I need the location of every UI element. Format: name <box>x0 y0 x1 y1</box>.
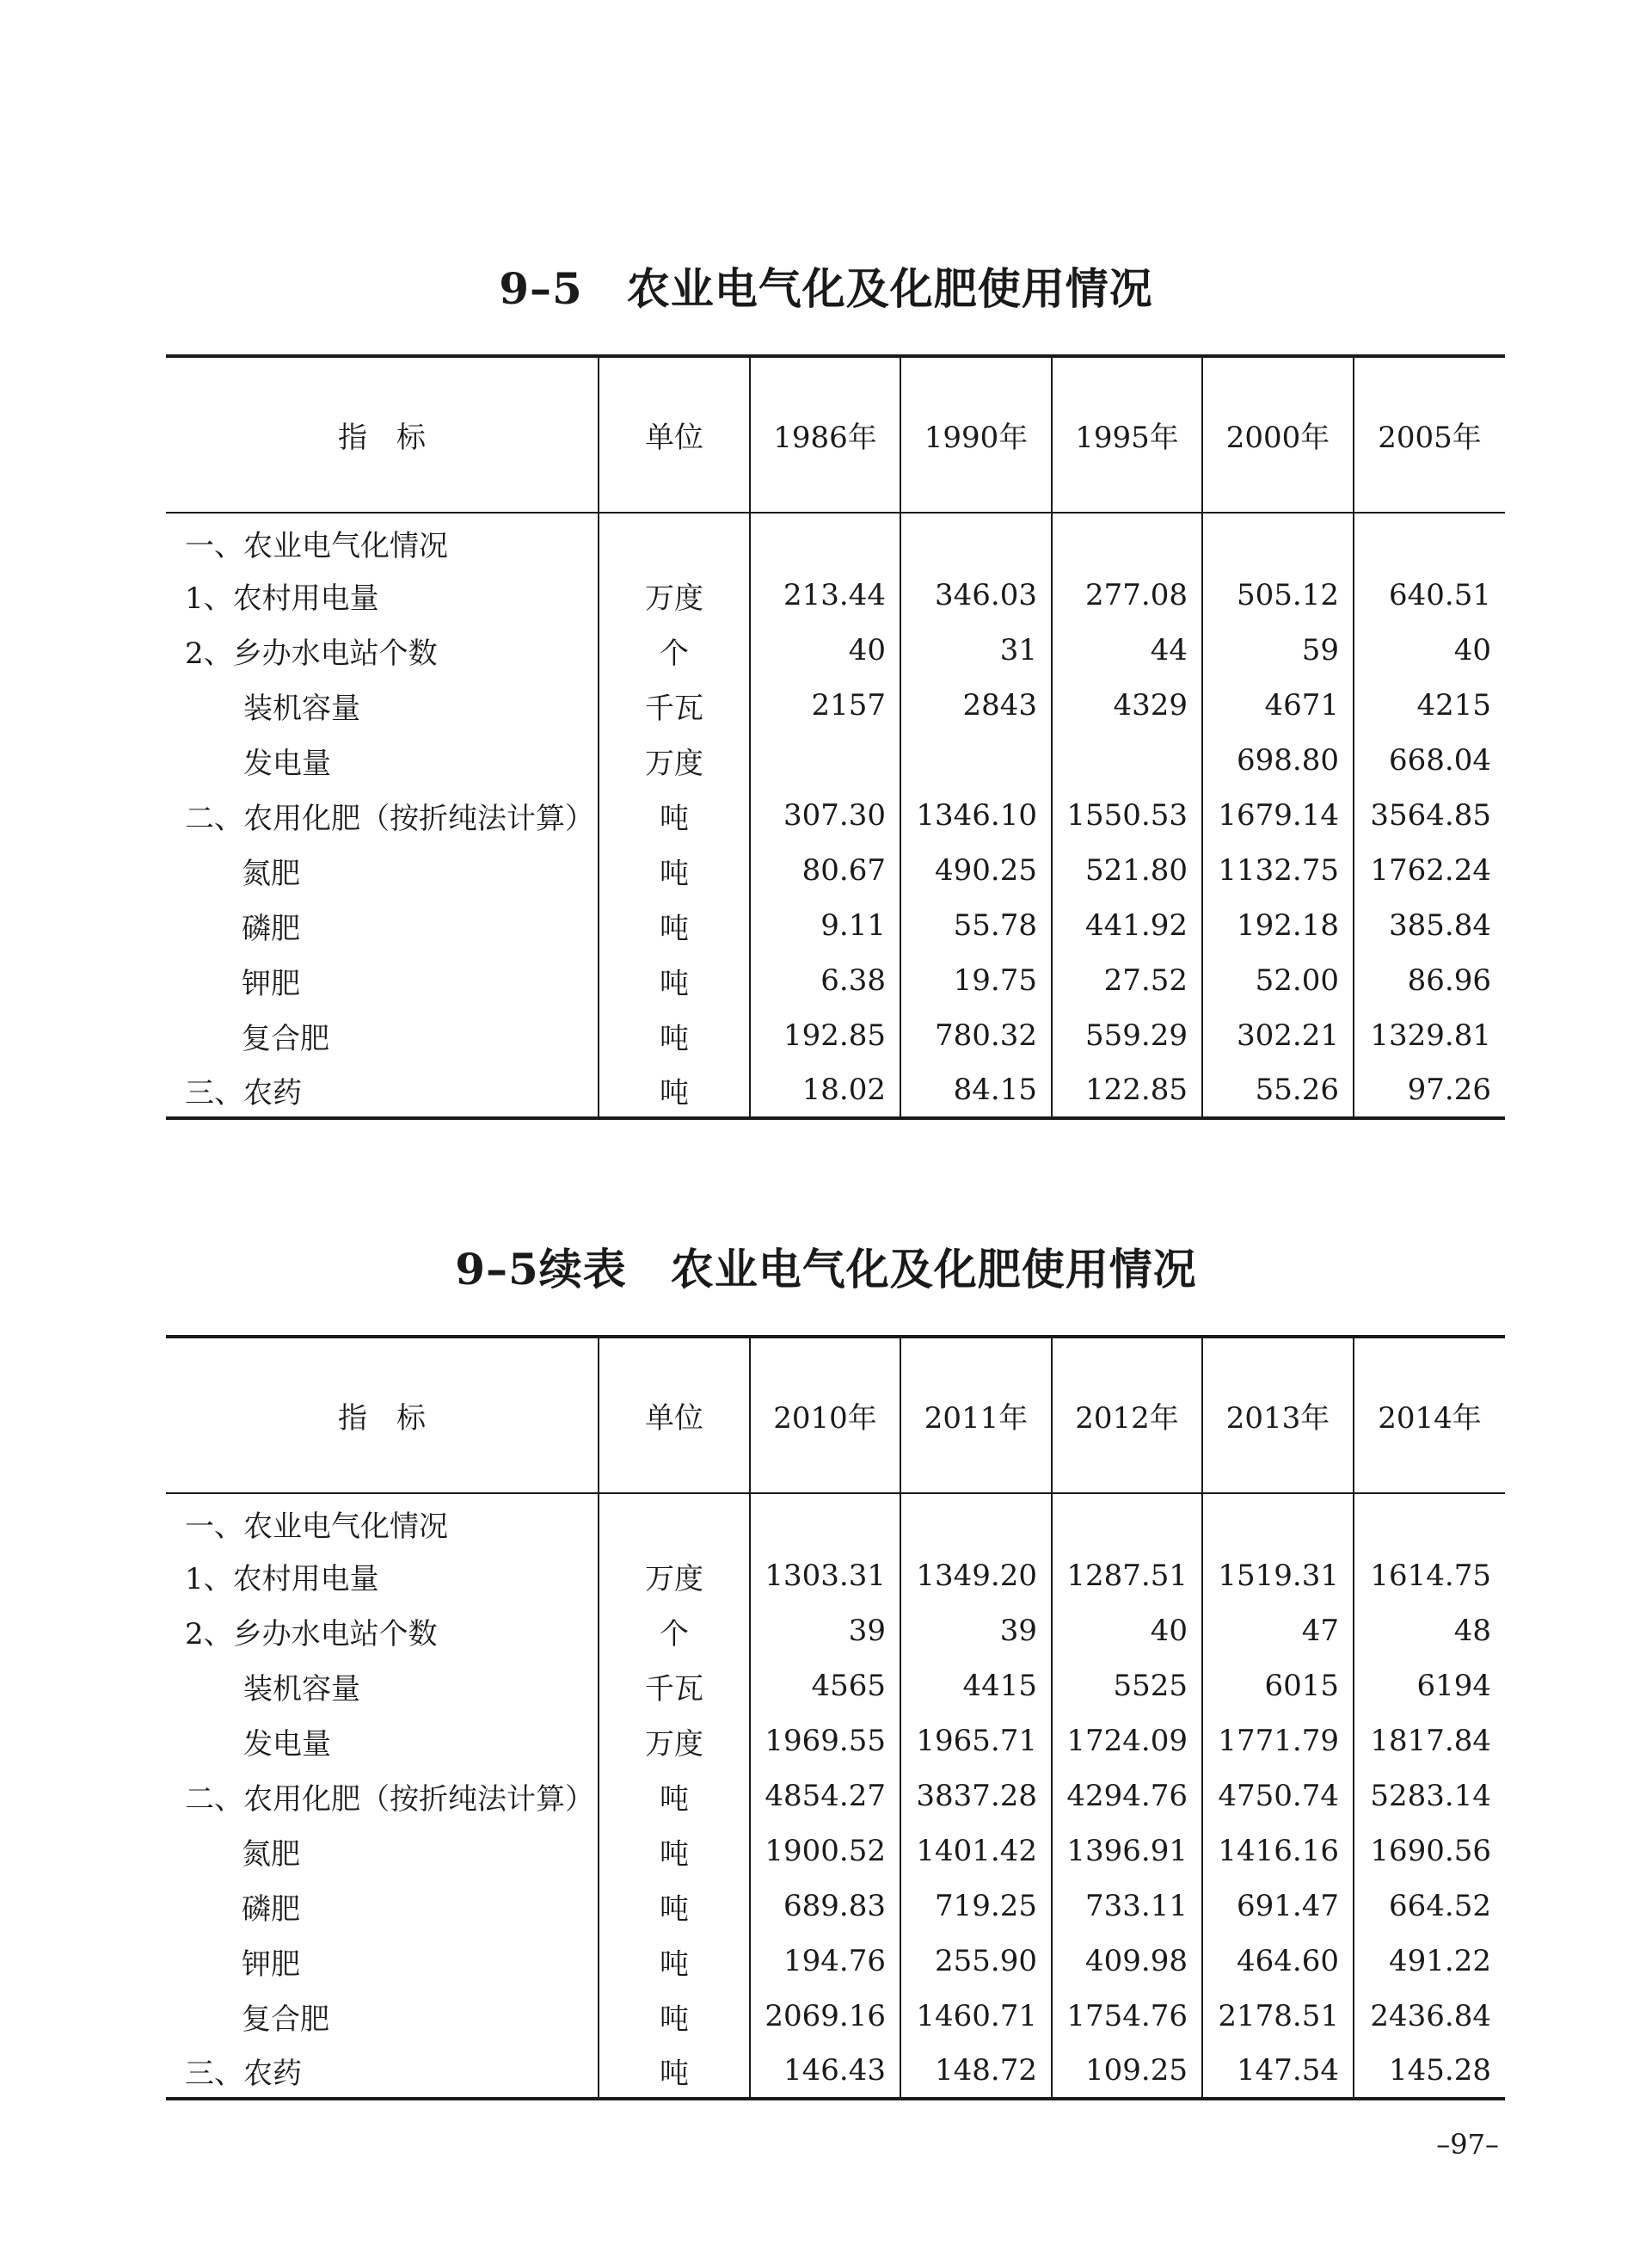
row-value: 505.12 <box>1202 568 1354 623</box>
row-unit: 吨 <box>599 1008 750 1063</box>
table2 <box>166 1335 1505 2100</box>
row-unit: 吨 <box>599 1063 750 1118</box>
row-value: 39 <box>900 1603 1052 1658</box>
row-unit: 吨 <box>599 2044 750 2099</box>
table-row <box>166 1879 1505 1934</box>
row-value: 55.26 <box>1202 1063 1354 1118</box>
row-indicator-label: 复合肥 <box>242 1021 329 1056</box>
row-value <box>900 513 1052 568</box>
row-value: 307.30 <box>750 788 900 843</box>
row-value: 2178.51 <box>1202 1989 1354 2044</box>
table-row <box>166 1768 1505 1823</box>
row-value: 277.08 <box>1052 568 1202 623</box>
row-value: 1724.09 <box>1052 1713 1202 1768</box>
row-value: 5525 <box>1052 1658 1202 1713</box>
row-value: 1519.31 <box>1202 1548 1354 1603</box>
row-value: 255.90 <box>900 1934 1052 1989</box>
row-indicator-label: 一、农业电气化情况 <box>185 529 448 563</box>
row-unit: 吨 <box>599 1879 750 1934</box>
row-unit: 万度 <box>599 568 750 623</box>
row-value: 1762.24 <box>1354 843 1505 898</box>
row-value: 6.38 <box>750 953 900 1008</box>
table2-title: 9–5续表 农业电气化及化肥使用情况 <box>455 1244 1197 1295</box>
row-value: 1817.84 <box>1354 1713 1505 1768</box>
row-value: 4329 <box>1052 678 1202 733</box>
row-value: 668.04 <box>1354 733 1505 788</box>
row-value: 1679.14 <box>1202 788 1354 843</box>
row-indicator-label: 1、农村用电量 <box>185 1561 379 1596</box>
row-indicator-label: 装机容量 <box>243 691 360 726</box>
row-indicator-label: 一、农业电气化情况 <box>185 1510 448 1544</box>
row-value: 47 <box>1202 1603 1354 1658</box>
row-value: 39 <box>750 1603 900 1658</box>
row-value: 40 <box>1052 1603 1202 1658</box>
row-unit: 千瓦 <box>599 678 750 733</box>
table-row <box>166 1713 1505 1768</box>
row-value: 1965.71 <box>900 1713 1052 1768</box>
row-indicator-label: 装机容量 <box>243 1671 360 1707</box>
table-row <box>166 1493 1505 1548</box>
row-value: 1329.81 <box>1354 1008 1505 1063</box>
row-value: 2436.84 <box>1354 1989 1505 2044</box>
page-number: –97– <box>1436 2128 1499 2161</box>
table-row <box>166 678 1505 733</box>
row-value: 4750.74 <box>1202 1768 1354 1823</box>
row-value: 40 <box>750 623 900 678</box>
row-indicator-label: 钾肥 <box>242 966 300 1001</box>
table-row <box>166 898 1505 953</box>
table-row <box>166 1008 1505 1063</box>
row-value <box>900 1493 1052 1548</box>
row-indicator-label: 1、农村用电量 <box>185 581 379 616</box>
row-value: 1349.20 <box>900 1548 1052 1603</box>
row-value: 698.80 <box>1202 733 1354 788</box>
row-value: 6015 <box>1202 1658 1354 1713</box>
row-indicator-label: 三、农药 <box>166 2044 599 2099</box>
table-row <box>166 1658 1505 1713</box>
row-value: 1346.10 <box>900 788 1052 843</box>
row-value: 689.83 <box>750 1879 900 1934</box>
header-year: 1986年 <box>750 356 900 513</box>
row-unit <box>599 1493 750 1548</box>
row-value: 109.25 <box>1052 2044 1202 2099</box>
row-value: 4854.27 <box>750 1768 900 1823</box>
row-value <box>1354 1493 1505 1548</box>
row-unit: 吨 <box>599 898 750 953</box>
row-value: 1771.79 <box>1202 1713 1354 1768</box>
header-year: 1995年 <box>1052 356 1202 513</box>
row-value: 80.67 <box>750 843 900 898</box>
row-value <box>1052 1493 1202 1548</box>
row-value: 490.25 <box>900 843 1052 898</box>
row-value: 1969.55 <box>750 1713 900 1768</box>
row-unit <box>599 513 750 568</box>
row-value: 441.92 <box>1052 898 1202 953</box>
row-unit: 吨 <box>599 953 750 1008</box>
row-value: 146.43 <box>750 2044 900 2099</box>
row-value: 1132.75 <box>1202 843 1354 898</box>
row-value: 48 <box>1354 1603 1505 1658</box>
row-value: 4294.76 <box>1052 1768 1202 1823</box>
table-row <box>166 2044 1505 2099</box>
row-value: 1614.75 <box>1354 1548 1505 1603</box>
row-unit: 千瓦 <box>599 1658 750 1713</box>
row-value: 59 <box>1202 623 1354 678</box>
row-value: 409.98 <box>1052 1934 1202 1989</box>
row-unit: 吨 <box>599 1823 750 1879</box>
row-value: 691.47 <box>1202 1879 1354 1934</box>
table-row <box>166 733 1505 788</box>
row-value: 148.72 <box>900 2044 1052 2099</box>
header-year: 2011年 <box>900 1337 1052 1493</box>
header-unit: 单位 <box>599 356 750 513</box>
row-indicator-label: 氮肥 <box>242 1836 300 1872</box>
row-unit: 万度 <box>599 1548 750 1603</box>
row-value: 3564.85 <box>1354 788 1505 843</box>
table-row <box>166 1063 1505 1118</box>
row-value: 640.51 <box>1354 568 1505 623</box>
header-indicator: 指 标 <box>166 1337 599 1493</box>
row-indicator-label: 钾肥 <box>242 1946 300 1982</box>
row-unit: 吨 <box>599 788 750 843</box>
table1 <box>166 354 1505 1120</box>
row-value: 122.85 <box>1052 1063 1202 1118</box>
row-unit: 吨 <box>599 843 750 898</box>
row-value: 1303.31 <box>750 1548 900 1603</box>
row-value: 664.52 <box>1354 1879 1505 1934</box>
row-value: 27.52 <box>1052 953 1202 1008</box>
row-value: 55.78 <box>900 898 1052 953</box>
row-value: 18.02 <box>750 1063 900 1118</box>
row-value: 147.54 <box>1202 2044 1354 2099</box>
table-row <box>166 843 1505 898</box>
row-indicator-label: 磷肥 <box>242 1891 300 1927</box>
row-value: 97.26 <box>1354 1063 1505 1118</box>
table-row <box>166 1548 1505 1603</box>
row-unit: 个 <box>599 623 750 678</box>
row-value: 194.76 <box>750 1934 900 1989</box>
row-value: 1900.52 <box>750 1823 900 1879</box>
table-row <box>166 953 1505 1008</box>
row-value: 559.29 <box>1052 1008 1202 1063</box>
row-indicator-label: 氮肥 <box>242 856 300 891</box>
row-value: 9.11 <box>750 898 900 953</box>
row-unit: 万度 <box>599 1713 750 1768</box>
row-value: 4565 <box>750 1658 900 1713</box>
header-unit: 单位 <box>599 1337 750 1493</box>
row-value: 4415 <box>900 1658 1052 1713</box>
row-value: 2843 <box>900 678 1052 733</box>
row-value: 84.15 <box>900 1063 1052 1118</box>
row-indicator-label: 二、农用化肥（按折纯法计算） <box>185 1781 594 1817</box>
row-value: 2069.16 <box>750 1989 900 2044</box>
header-year: 1990年 <box>900 356 1052 513</box>
row-indicator-label: 2、乡办水电站个数 <box>185 636 438 671</box>
row-value: 3837.28 <box>900 1768 1052 1823</box>
row-value <box>900 733 1052 788</box>
row-value: 1550.53 <box>1052 788 1202 843</box>
row-value: 192.18 <box>1202 898 1354 953</box>
table-row <box>166 788 1505 843</box>
row-value <box>750 513 900 568</box>
row-value: 719.25 <box>900 1879 1052 1934</box>
row-unit: 吨 <box>599 1934 750 1989</box>
header-indicator: 指 标 <box>166 356 599 513</box>
header-year: 2012年 <box>1052 1337 1202 1493</box>
row-unit: 万度 <box>599 733 750 788</box>
table-row <box>166 623 1505 678</box>
row-unit: 个 <box>599 1603 750 1658</box>
row-value: 385.84 <box>1354 898 1505 953</box>
header-year: 2010年 <box>750 1337 900 1493</box>
row-value: 19.75 <box>900 953 1052 1008</box>
header-year: 2014年 <box>1354 1337 1505 1493</box>
row-value: 6194 <box>1354 1658 1505 1713</box>
row-value: 2157 <box>750 678 900 733</box>
row-value: 4215 <box>1354 678 1505 733</box>
table-header-row <box>166 1337 1505 1493</box>
row-value <box>1202 513 1354 568</box>
row-value: 192.85 <box>750 1008 900 1063</box>
row-indicator-label: 发电量 <box>243 1726 331 1762</box>
table-row <box>166 1823 1505 1879</box>
header-year: 2000年 <box>1202 356 1354 513</box>
row-value: 733.11 <box>1052 1879 1202 1934</box>
row-value: 1396.91 <box>1052 1823 1202 1879</box>
table-row <box>166 1603 1505 1658</box>
row-value: 5283.14 <box>1354 1768 1505 1823</box>
row-indicator-label: 复合肥 <box>242 2002 329 2037</box>
row-value: 213.44 <box>750 568 900 623</box>
row-value: 521.80 <box>1052 843 1202 898</box>
row-value <box>1354 513 1505 568</box>
table-row <box>166 568 1505 623</box>
row-unit: 吨 <box>599 1768 750 1823</box>
row-value: 780.32 <box>900 1008 1052 1063</box>
row-value: 1754.76 <box>1052 1989 1202 2044</box>
table-header-row <box>166 356 1505 513</box>
row-value: 86.96 <box>1354 953 1505 1008</box>
row-indicator-label: 二、农用化肥（按折纯法计算） <box>185 801 594 836</box>
row-value: 491.22 <box>1354 1934 1505 1989</box>
row-indicator-label: 2、乡办水电站个数 <box>185 1616 438 1651</box>
row-value: 302.21 <box>1202 1008 1354 1063</box>
row-indicator-label: 三、农药 <box>166 1063 599 1118</box>
row-indicator-label: 发电量 <box>243 746 331 781</box>
row-value: 1416.16 <box>1202 1823 1354 1879</box>
row-value: 1460.71 <box>900 1989 1052 2044</box>
row-value: 346.03 <box>900 568 1052 623</box>
row-value: 52.00 <box>1202 953 1354 1008</box>
row-value: 1287.51 <box>1052 1548 1202 1603</box>
row-unit: 吨 <box>599 1989 750 2044</box>
row-value: 40 <box>1354 623 1505 678</box>
row-indicator-label: 磷肥 <box>242 911 300 946</box>
row-value: 44 <box>1052 623 1202 678</box>
row-value: 464.60 <box>1202 1934 1354 1989</box>
table-row <box>166 1934 1505 1989</box>
row-value <box>750 733 900 788</box>
row-value <box>750 1493 900 1548</box>
header-year: 2013年 <box>1202 1337 1354 1493</box>
row-value <box>1202 1493 1354 1548</box>
row-value <box>1052 513 1202 568</box>
row-value: 1401.42 <box>900 1823 1052 1879</box>
table-row <box>166 513 1505 568</box>
row-value: 4671 <box>1202 678 1354 733</box>
header-year: 2005年 <box>1354 356 1505 513</box>
row-value: 1690.56 <box>1354 1823 1505 1879</box>
row-value <box>1052 733 1202 788</box>
row-value: 145.28 <box>1354 2044 1505 2099</box>
table-row <box>166 1989 1505 2044</box>
row-value: 31 <box>900 623 1052 678</box>
table1-title: 9–5 农业电气化及化肥使用情况 <box>499 263 1153 314</box>
